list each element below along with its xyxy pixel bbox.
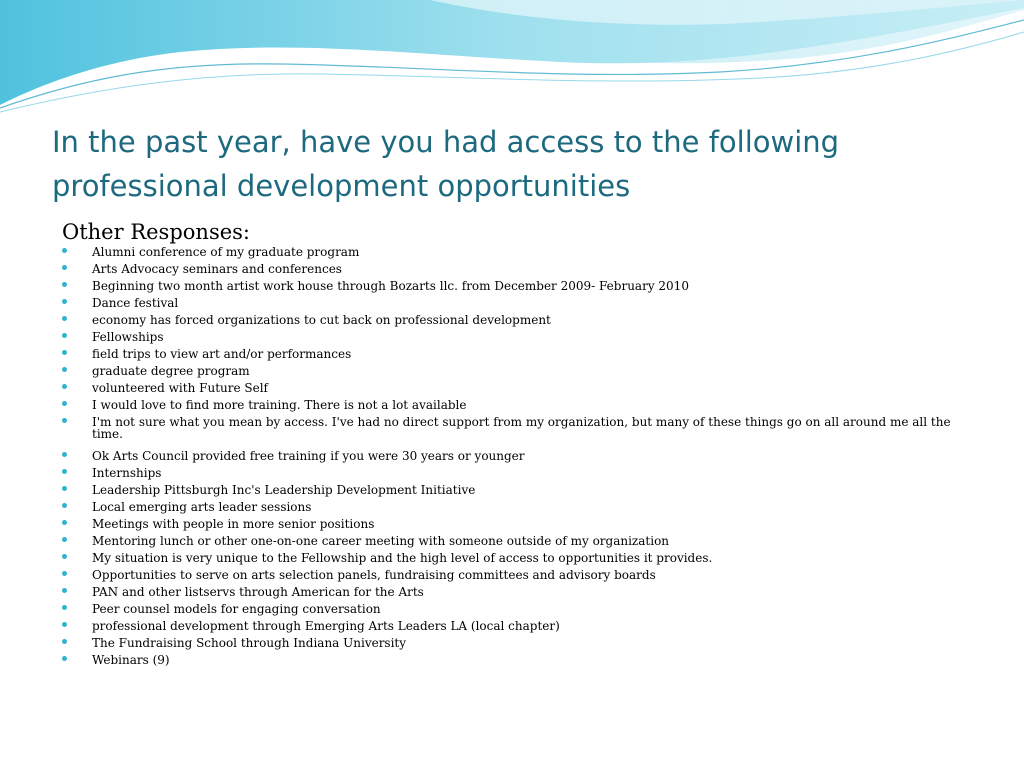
bullet-icon [62, 520, 67, 525]
list-item: Ok Arts Council provided free training if you were 30 years or younger [62, 450, 962, 467]
bullet-icon [62, 486, 67, 491]
bullet-icon [62, 452, 67, 457]
bullet-icon [62, 248, 67, 253]
bullet-icon [62, 367, 67, 372]
bullet-icon [62, 401, 67, 406]
list-item: PAN and other listservs through American for the Arts [62, 586, 962, 603]
list-item: Internships [62, 467, 962, 484]
bullet-icon [62, 605, 67, 610]
list-item: My situation is very unique to the Fellowship and the high level of access to opportunities it provides. [62, 552, 962, 569]
bullet-icon [62, 554, 67, 559]
bullet-icon [62, 265, 67, 270]
slide-title: In the past year, have you had access to the following professional development opportunities [52, 125, 840, 203]
list-item: Peer counsel models for engaging conversation [62, 603, 962, 620]
bullet-icon [62, 656, 67, 661]
bullet-icon [62, 503, 67, 508]
bullet-icon [62, 350, 67, 355]
list-item: I would love to find more training. There is not a lot available [62, 399, 962, 416]
bullet-icon [62, 571, 67, 576]
list-item: The Fundraising School through Indiana University [62, 637, 962, 654]
bullet-icon [62, 384, 67, 389]
list-item: I'm not sure what you mean by access. I've had no direct support from my organization, but many of these things go on all around me all the time. [62, 416, 962, 448]
bullet-icon [62, 469, 67, 474]
list-item: Arts Advocacy seminars and conferences [62, 263, 962, 280]
bullet-icon [62, 622, 67, 627]
bullet-icon [62, 282, 67, 287]
bullet-icon [62, 537, 67, 542]
list-item: Beginning two month artist work house through Bozarts llc. from December 2009- February 2010 [62, 280, 962, 297]
bullet-icon [62, 316, 67, 321]
bullet-icon [62, 299, 67, 304]
list-item: economy has forced organizations to cut back on professional development [62, 314, 962, 331]
list-item: Opportunities to serve on arts selection panels, fundraising committees and advisory boards [62, 569, 962, 586]
list-item: Alumni conference of my graduate program [62, 246, 962, 263]
list-item: professional development through Emerging Arts Leaders LA (local chapter) [62, 620, 962, 637]
list-item: Leadership Pittsburgh Inc's Leadership Development Initiative [62, 484, 962, 501]
bullet-icon [62, 639, 67, 644]
bullet-icon [62, 333, 67, 338]
bullet-icon [62, 418, 67, 423]
bullet-icon [62, 588, 67, 593]
list-item: Webinars (9) [62, 654, 962, 671]
list-item: field trips to view art and/or performances [62, 348, 962, 365]
list-item: Meetings with people in more senior positions [62, 518, 962, 535]
slide-body [62, 218, 962, 671]
list-item: Fellowships [62, 331, 962, 348]
list-item: volunteered with Future Self [62, 382, 962, 399]
list-item: Mentoring lunch or other one-on-one career meeting with someone outside of my organization [62, 535, 962, 552]
responses-list [62, 246, 962, 671]
list-item: graduate degree program [62, 365, 962, 382]
other-responses-heading: Other Responses: [62, 220, 251, 244]
list-item: Dance festival [62, 297, 962, 314]
header-wave-decoration [0, 0, 1024, 120]
list-item: Local emerging arts leader sessions [62, 501, 962, 518]
